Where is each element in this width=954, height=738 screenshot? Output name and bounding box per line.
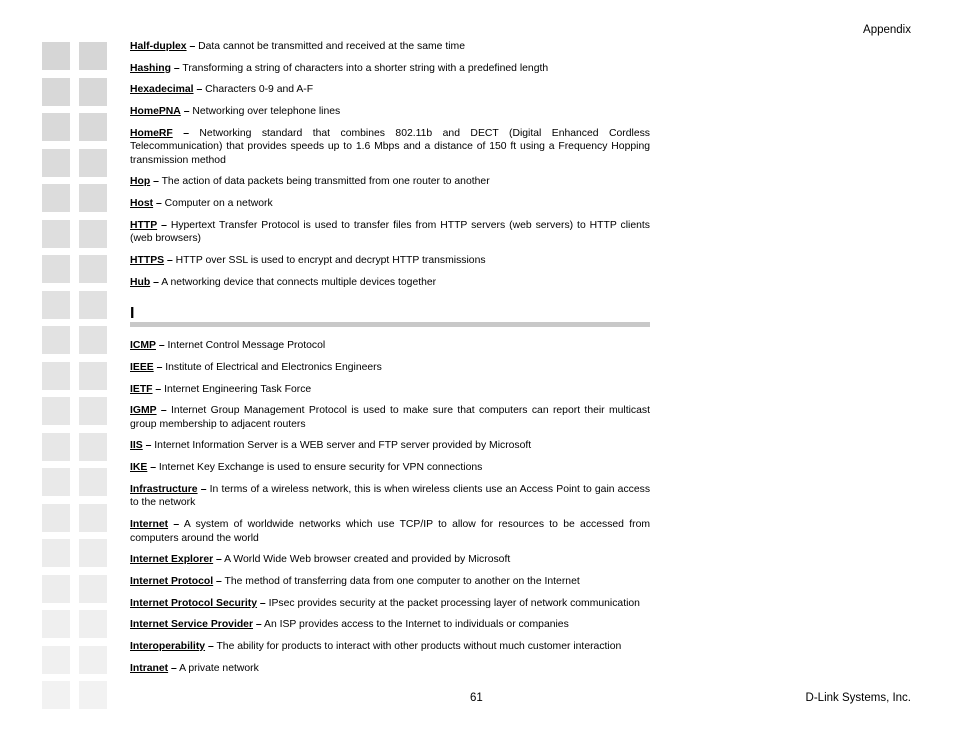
decorative-tile	[42, 539, 70, 567]
glossary-term: IGMP	[130, 405, 157, 417]
glossary-definition: An ISP provides access to the Internet to individuals or companies	[264, 619, 569, 631]
glossary-term: Intranet	[130, 662, 169, 674]
glossary-definition: Internet Group Management Protocol is used to make sure that computers can report their multicast group membership to adjacent routers	[130, 405, 650, 430]
glossary-entry: Infrastructure – In terms of a wireless network, this is when wireless clients use an Access Point to gain access to the network	[130, 483, 651, 509]
decorative-tile	[42, 220, 70, 248]
decorative-tile	[42, 255, 70, 283]
decorative-tile	[42, 291, 70, 319]
glossary-term: Host	[130, 198, 154, 210]
decorative-tile	[79, 255, 107, 283]
decorative-tile	[42, 433, 70, 461]
glossary-term: HomePNA	[130, 106, 181, 118]
glossary-entry: Internet Protocol Security – IPsec provides security at the packet processing layer of network communication	[130, 597, 640, 609]
glossary-entry: Hop – The action of data packets being transmitted from one router to another	[130, 176, 490, 188]
glossary-term: Hop	[130, 176, 151, 188]
decorative-tile	[42, 681, 70, 709]
glossary-term: HTTP	[130, 219, 158, 231]
glossary-definition: Characters 0-9 and A-F	[205, 84, 314, 96]
glossary-entry: Internet Protocol – The method of transferring data from one computer to another on the Internet	[130, 575, 580, 587]
glossary-definition: Data cannot be transmitted and received at the same time	[198, 41, 465, 52]
decorative-tile	[79, 646, 107, 674]
glossary-entry: Host – Computer on a network	[130, 198, 273, 210]
glossary-entry: IGMP – Internet Group Management Protocol is used to make sure that computers can report their multicast group membership to adjacent routers	[130, 405, 650, 430]
glossary-term: Half-duplex	[130, 41, 187, 52]
glossary-term: HomeRF	[130, 127, 173, 139]
decorative-tile	[79, 184, 107, 212]
glossary-list-h	[130, 40, 650, 289]
glossary-definition: Internet Information Server is a WEB server and FTP server provided by Microsoft	[154, 440, 532, 452]
decorative-tile	[42, 575, 70, 603]
glossary-term: Hub	[130, 276, 151, 288]
glossary-definition: Internet Control Message Protocol	[167, 340, 326, 352]
decorative-tile	[42, 646, 70, 674]
glossary-term: ICMP	[130, 340, 156, 352]
section-header: Appendix	[863, 24, 911, 36]
decorative-tile	[79, 397, 107, 425]
glossary-term: Internet Protocol	[130, 575, 214, 587]
glossary-term: Infrastructure	[130, 483, 198, 495]
glossary-term: Internet Service Provider	[130, 619, 254, 631]
glossary-definition: A system of worldwide networks which use TCP/IP to allow for resources to be accessed from computers around the world	[130, 519, 650, 544]
decorative-tile	[79, 681, 107, 709]
decorative-tile	[79, 362, 107, 390]
decorative-tile	[42, 362, 70, 390]
glossary-definition: Institute of Electrical and Electronics Engineers	[165, 361, 382, 373]
glossary-entry: HTTPS – HTTP over SSL is used to encrypt and decrypt HTTP transmissions	[130, 255, 486, 266]
decorative-tile	[42, 113, 70, 141]
decorative-tile	[79, 149, 107, 177]
glossary-list-i	[130, 339, 650, 675]
glossary-term: Internet Protocol Security	[130, 597, 258, 609]
decorative-tile	[79, 113, 107, 141]
section-letter: I	[130, 305, 135, 323]
section-divider	[130, 322, 650, 327]
glossary-definition: Computer on a network	[164, 198, 273, 210]
glossary-definition: Hypertext Transfer Protocol is used to transfer files from HTTP servers (web servers) to HTTP clients (web browsers)	[130, 219, 651, 245]
glossary-entry: HomeRF – Networking standard that combines 802.11b and DECT (Digital Enhanced Cordless Telecommunication) that provides speeds up to 1.6 Mbps and a distance of 150 ft using a Frequency Hopping transmission method	[130, 127, 651, 166]
decorative-tile	[42, 42, 70, 70]
glossary-definition: The action of data packets being transmitted from one router to another	[161, 176, 490, 188]
glossary-definition: Networking over telephone lines	[192, 106, 341, 118]
glossary-definition: IPsec provides security at the packet processing layer of network communication	[268, 597, 640, 609]
glossary-definition: In terms of a wireless network, this is when wireless clients use an Access Point to gain access to the network	[130, 483, 651, 509]
glossary-entry: ICMP – Internet Control Message Protocol	[130, 340, 326, 352]
glossary-entry: Hashing – Transforming a string of characters into a shorter string with a predefined length	[130, 62, 549, 74]
decorative-tile	[79, 42, 107, 70]
glossary-term: IETF	[130, 383, 153, 395]
section-heading-i	[130, 305, 650, 328]
decorative-tile	[42, 468, 70, 496]
glossary-term: IEEE	[130, 361, 154, 373]
glossary-entry: Internet Service Provider – An ISP provides access to the Internet to individuals or companies	[130, 619, 569, 631]
company-name: D-Link Systems, Inc.	[805, 692, 911, 704]
decorative-tile	[79, 610, 107, 638]
glossary-entry: IKE – Internet Key Exchange is used to ensure security for VPN connections	[130, 462, 483, 474]
glossary-definition: Internet Engineering Task Force	[164, 383, 312, 395]
decorative-tile	[79, 504, 107, 532]
glossary-entry: Half-duplex – Data cannot be transmitted and received at the same time	[130, 41, 465, 52]
glossary-entry: Internet Explorer – A World Wide Web browser created and provided by Microsoft	[130, 554, 511, 566]
decorative-tile	[42, 149, 70, 177]
decorative-tile	[42, 184, 70, 212]
decorative-tile	[79, 78, 107, 106]
glossary-content	[130, 40, 650, 683]
glossary-entry: Internet – A system of worldwide networks which use TCP/IP to allow for resources to be accessed from computers around the world	[130, 519, 650, 544]
glossary-definition: A World Wide Web browser created and provided by Microsoft	[224, 554, 511, 566]
decorative-tile	[79, 539, 107, 567]
glossary-term: Internet Explorer	[130, 554, 214, 566]
decorative-tile	[42, 610, 70, 638]
decorative-tile	[42, 326, 70, 354]
decorative-tile	[42, 504, 70, 532]
glossary-definition: A networking device that connects multiple devices together	[161, 276, 437, 288]
glossary-entry: IEEE – Institute of Electrical and Electronics Engineers	[130, 361, 382, 373]
glossary-term: IKE	[130, 462, 148, 474]
glossary-entry: HomePNA – Networking over telephone lines	[130, 106, 341, 118]
glossary-term: HTTPS	[130, 255, 165, 266]
glossary-entry: IIS – Internet Information Server is a WEB server and FTP server provided by Microsoft	[130, 440, 532, 452]
glossary-definition: Internet Key Exchange is used to ensure security for VPN connections	[158, 462, 483, 474]
glossary-definition: A private network	[179, 662, 259, 674]
glossary-term: Internet	[130, 519, 169, 530]
glossary-term: Hexadecimal	[130, 84, 194, 96]
decorative-tile	[42, 78, 70, 106]
glossary-entry: IETF – Internet Engineering Task Force	[130, 383, 312, 395]
glossary-entry: Intranet – A private network	[130, 662, 259, 674]
decorative-tile	[79, 433, 107, 461]
glossary-term: IIS	[130, 440, 143, 452]
glossary-entry: HTTP – Hypertext Transfer Protocol is used to transfer files from HTTP servers (web servers) to HTTP clients (web browsers)	[130, 219, 651, 245]
glossary-definition: HTTP over SSL is used to encrypt and decrypt HTTP transmissions	[175, 255, 486, 266]
page-number: 61	[470, 692, 483, 704]
decorative-tile	[79, 575, 107, 603]
glossary-definition: Transforming a string of characters into a shorter string with a predefined length	[182, 62, 549, 74]
glossary-term: Hashing	[130, 62, 171, 74]
glossary-entry: Hub – A networking device that connects multiple devices together	[130, 276, 437, 288]
glossary-definition: Networking standard that combines 802.11b and DECT (Digital Enhanced Cordless Telecommunication) that provides speeds up to 1.6 Mbps and a distance of 150 ft using a Frequency Hopping transmission method	[130, 127, 651, 166]
decorative-tile	[79, 468, 107, 496]
decorative-tile	[79, 220, 107, 248]
glossary-entry: Hexadecimal – Characters 0-9 and A-F	[130, 84, 314, 96]
glossary-term: Interoperability	[130, 640, 206, 652]
decorative-tile	[79, 326, 107, 354]
glossary-entry: Interoperability – The ability for products to interact with other products without much customer interaction	[130, 640, 622, 652]
decorative-tile	[42, 397, 70, 425]
decorative-tile-column	[42, 42, 108, 710]
glossary-definition: The method of transferring data from one computer to another on the Internet	[224, 575, 580, 587]
decorative-tile	[79, 291, 107, 319]
glossary-definition: The ability for products to interact with other products without much customer interaction	[216, 640, 622, 652]
